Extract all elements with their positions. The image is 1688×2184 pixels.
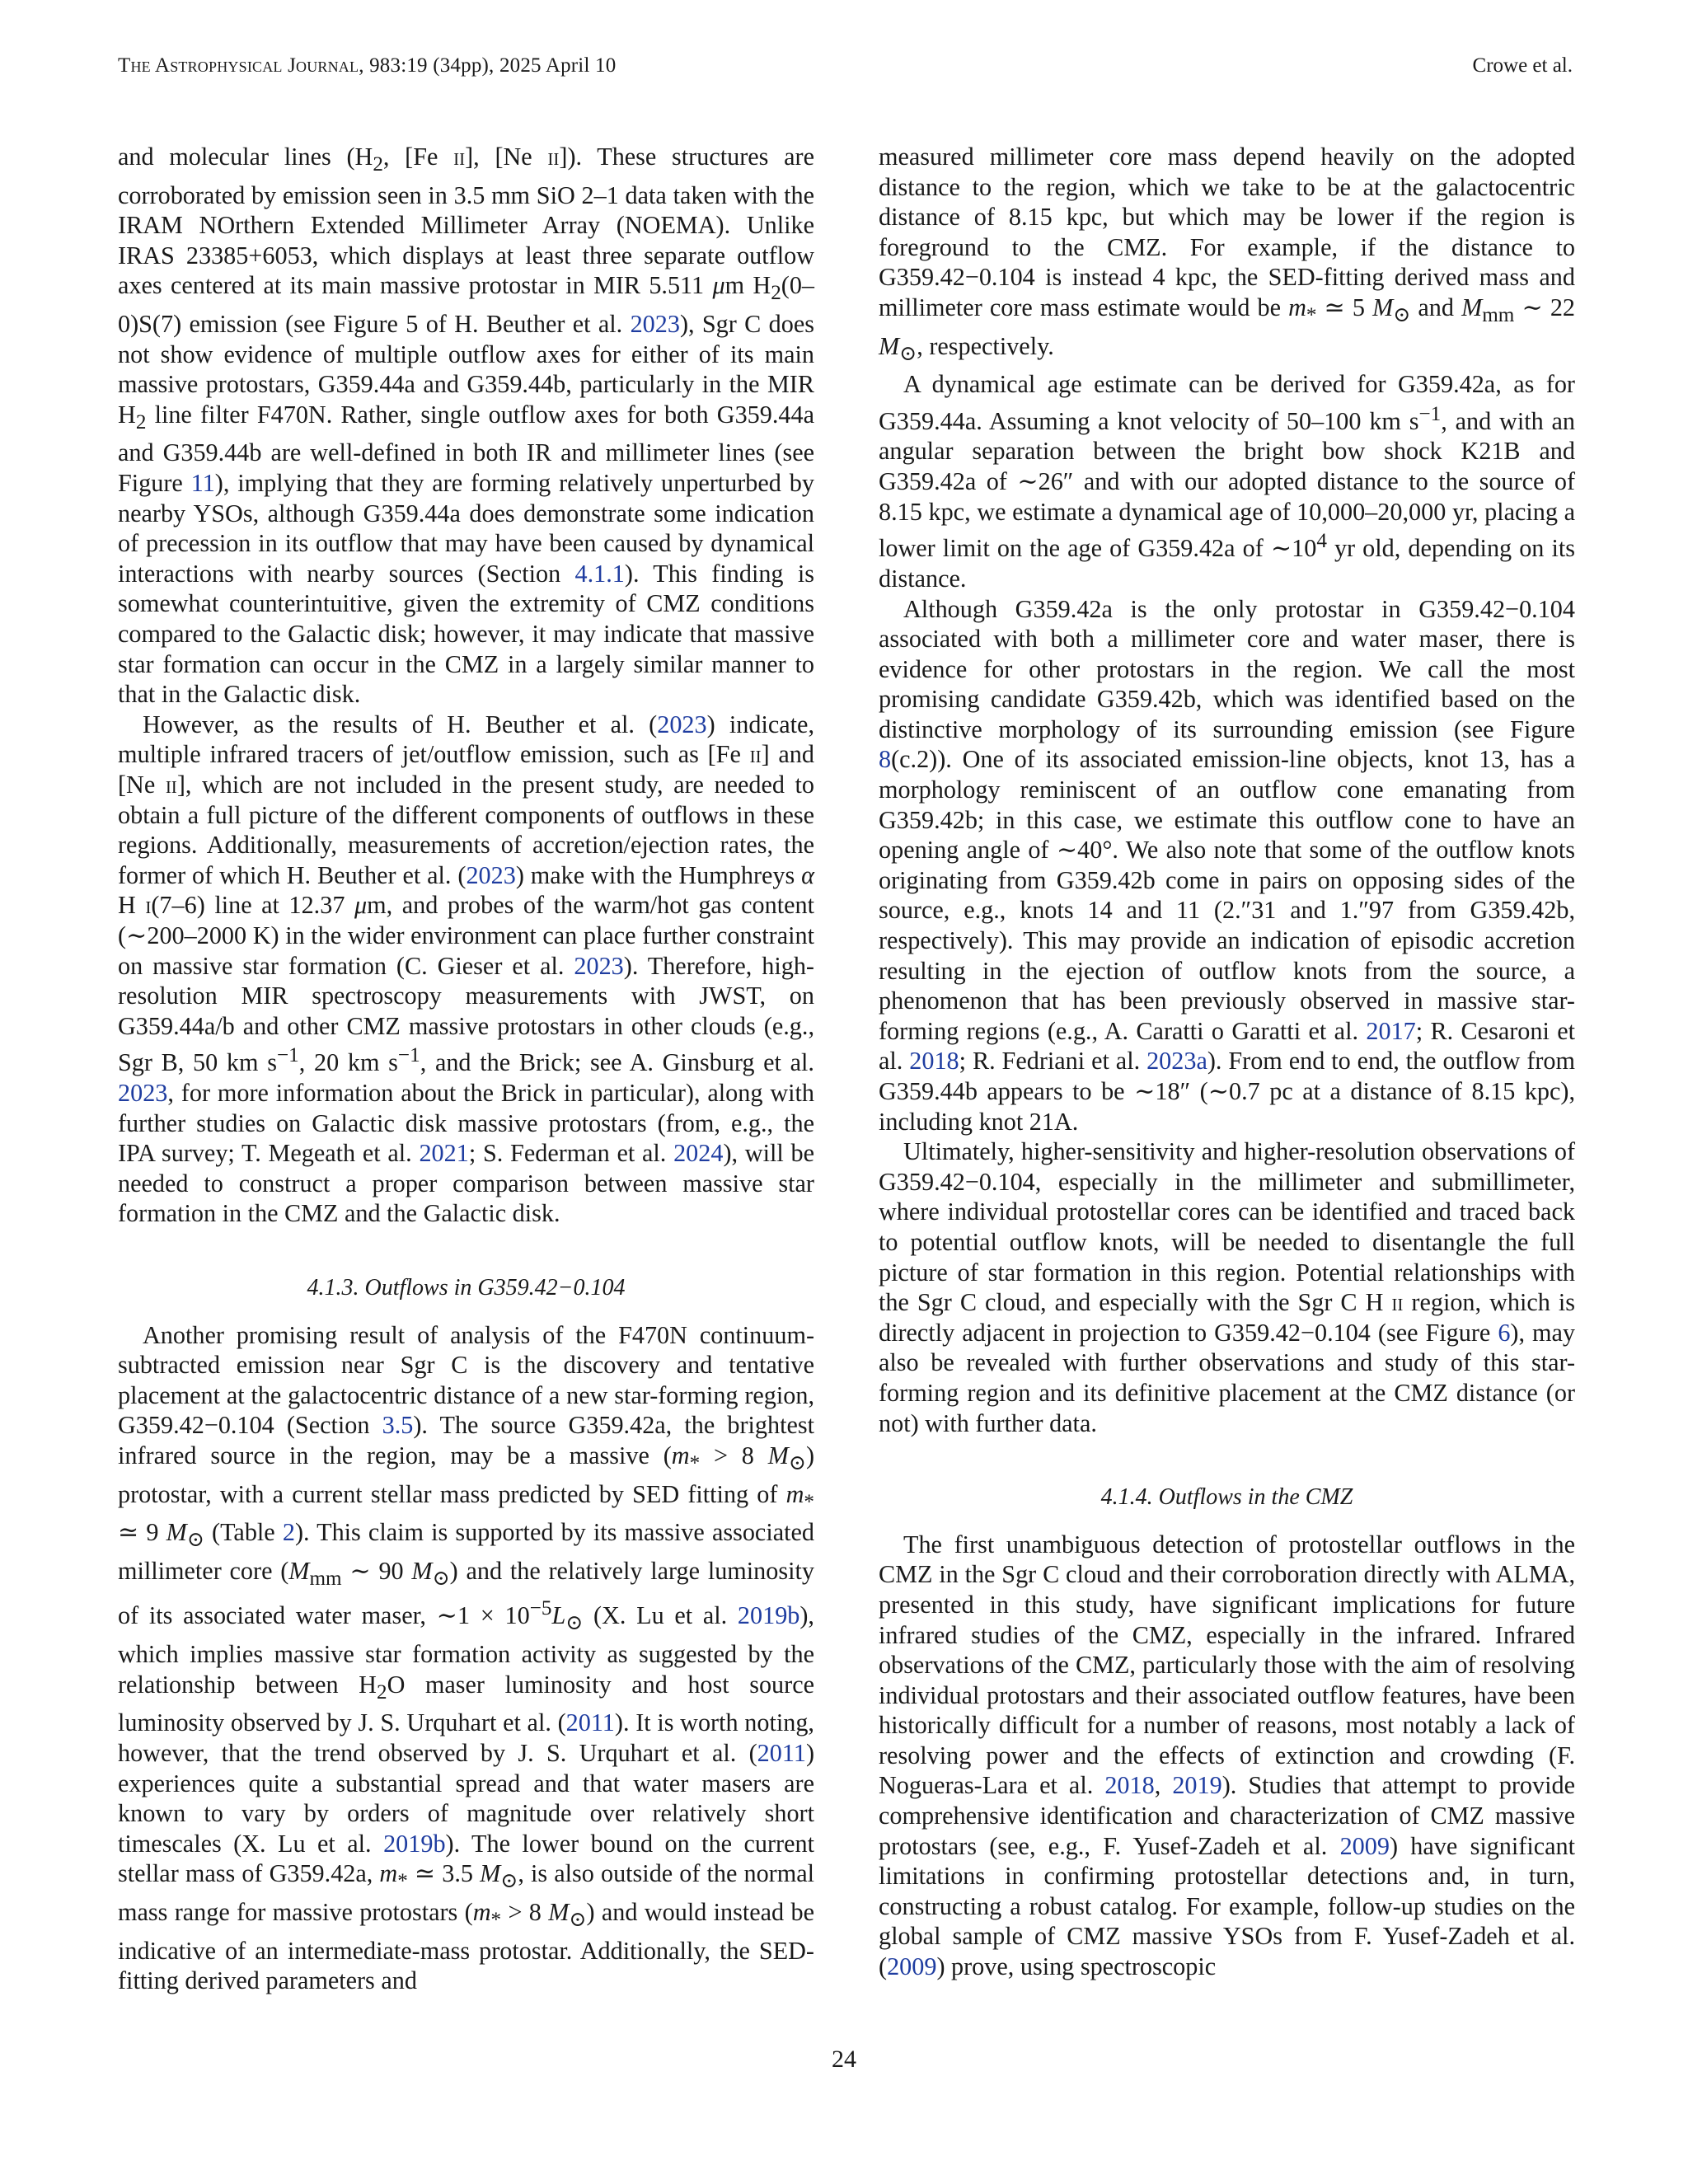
running-header-authors: Crowe et al. (1472, 54, 1573, 77)
right-column (879, 142, 1575, 1982)
paragraph-right-2: A dynamical age estimate can be derived for G359.42a, as for G359.44a. Assuming a knot velocity of 50–100 km $s^{-1}$, and with an angular separation between the bright bow shock K21B and G359.42a of ∼26″ and with our adopted distance to the source of 8.15 kpc, we estimate a dynamical age of 10,000–20,000 yr, placing a lower limit on the age of G359.42a of $\sim 10^4$ yr old, depending on its distance. (879, 370, 1575, 593)
paragraph-left-3: Another promising result of analysis of the F470N continuum-subtracted emission near Sgr C is the discovery and tentative placement at the galactocentric distance of a new star-forming region, G359.42−0.104 (Section 3.5). The source G359.42a, the brightest infrared source in the region, may be a massive ($m_* > 8$ $M_⊙$) protostar, with a current stellar mass predicted by SED fitting of $m_*$ ≃ 9 $M_⊙$ (Table 2). This claim is supported by its massive associated millimeter core ($M_{mm}$ ∼ 90 $M_⊙$) and the relatively large luminosity of its associated water maser, ∼1 × $10^{-5}L_⊙$ (X. Lu et al. 2019b), which implies massive star formation activity as suggested by the relationship between $H_2O$ maser luminosity and host source luminosity observed by J. S. Urquhart et al. (2011). It is worth noting, however, that the trend observed by J. S. Urquhart et al. (2011) experiences quite a substantial spread and that water masers are known to vary by orders of magnitude over relatively short timescales (X. Lu et al. 2019b). The lower bound on the current stellar mass of G359.42a, $m_*$ ≃ 3.5 $M_⊙$, is also outside of the normal mass range for massive protostars ($m_* > 8$ $M_⊙$) and would instead be indicative of an intermediate-mass protostar. Additionally, the SED-fitting derived parameters and (118, 1320, 815, 1995)
paragraph-left-1: and molecular lines ($H_2$, [Fe ii], [Ne ii]). These structures are corroborated by emission seen in 3.5 mm SiO 2–1 data taken with the IRAM NOrthern Extended Millimeter Array (NOEMA). Unlike IRAS 23385+6053, which displays at least three separate outflow axes centered at its main massive protostar in MIR 5.511 μm $H_2(0-0)S(7)$ emission (see Figure 5 of H. Beuther et al. 2023), Sgr C does not show evidence of multiple outflow axes for either of its main massive protostars, G359.44a and G359.44b, particularly in the MIR $H_2$ line filter F470N. Rather, single outflow axes for both G359.44a and G359.44b are well-defined in both IR and millimeter lines (see Figure 11), implying that they are forming relatively unperturbed by nearby YSOs, although G359.44a does demonstrate some indication of precession in its outflow that may have been caused by dynamical interactions with nearby sources (Section 4.1.1). This finding is somewhat counterintuitive, given the extremity of CMZ conditions compared to the Galactic disk; however, it may indicate that massive star formation can occur in the CMZ in a largely similar manner to that in the Galactic disk. (118, 143, 815, 709)
paragraph-right-1: measured millimeter core mass depend heavily on the adopted distance to the region, which we take to be at the galactocentric distance of 8.15 kpc, but which may be lower if the region is foreground to the CMZ. For example, if the distance to G359.42−0.104 is instead 4 kpc, the SED-fitting derived mass and millimeter core mass estimate would be $m_*$ ≃ 5 $M_⊙$ and $M_{mm}$ ∼ 22 $M_⊙$, respectively. (879, 143, 1576, 365)
running-header-journal (118, 54, 616, 77)
paragraph-left-2: However, as the results of H. Beuther et al. (2023) indicate, multiple infrared tracers of jet/outflow emission, such as [Fe ii] and [Ne ii], which are not included in the present study, are needed to obtain a full picture of the different components of outflows in these regions. Additionally, measurements of accretion/ejection rates, the former of which H. Beuther et al. (2023) make with the Humphreys α H i(7–6) line at 12.37 μm, and probes of the warm/hot gas content (∼200–2000 K) in the wider environment can place further constraint on massive star formation (C. Gieser et al. 2023). Therefore, high-resolution MIR spectroscopy measurements with JWST, on G359.44a/b and other CMZ massive protostars in other clouds (e.g., Sgr B, 50 km $s^{-1}$, 20 km $s^{-1}$, and the Brick; see A. Ginsburg et al. 2023, for more information about the Brick in particular), along with further studies on Galactic disk massive protostars (from, e.g., the IPA survey; T. Megeath et al. 2021; S. Federman et al. 2024), will be needed to construct a proper comparison between massive star formation in the CMZ and the Galactic disk. (118, 710, 814, 1228)
page-number: 24 (832, 2046, 856, 2073)
paragraph-right-5: The first unambiguous detection of protostellar outflows in the CMZ in the Sgr C cloud and their corroboration directly with ALMA, presented in this study, have significant implications for future infrared studies of the CMZ, especially in the infrared. Infrared observations of the CMZ, particularly those with the aim of resolving individual protostars and their associated outflow features, have been historically difficult for a number of reasons, most notably a lack of resolving power and the effects of extinction and crowding (F. Nogueras-Lara et al. 2018, 2019). Studies that attempt to provide comprehensive identification and characterization of CMZ massive protostars (see, e.g., F. Yusef-Zadeh et al. 2009) have significant limitations in confirming protostellar detections and, in turn, constructing a robust catalog. For example, follow-up studies on the global sample of CMZ massive YSOs from F. Yusef-Zadeh et al. (2009) prove, using spectroscopic (879, 1530, 1575, 1981)
paragraph-right-4: Ultimately, higher-sensitivity and higher-resolution observations of G359.42−0.104, especially in the millimeter and submillimeter, where individual protostellar cores can be identified and traced back to potential outflow knots, will be needed to disentangle the full picture of star formation in this region. Potential relationships with the Sgr C cloud, and especially with the Sgr C H ii region, which is directly adjacent in projection to G359.42−0.104 (see Figure 6), may also be revealed with further observations and study of this star-forming region and its definitive placement at the CMZ distance (or not) with further data. (879, 1137, 1575, 1437)
paragraph-right-3: Although G359.42a is the only protostar in G359.42−0.104 associated with both a millimeter core and water maser, there is evidence for other protostars in the region. We call the most promising candidate G359.42b, which was identified based on the distinctive morphology of its surrounding emission (see Figure 8(c.2)). One of its associated emission-line objects, knot 13, has a morphology reminiscent of an outflow cone emanating from G359.42b; in this case, we estimate this outflow cone to have an opening angle of ∼40°. We also note that some of the outflow knots originating from G359.42b come in pairs on opposing sides of the source, e.g., knots 14 and 11 (2.″31 and 1.″97 from G359.42b, respectively). This may provide an indication of episodic accretion resulting in the ejection of outflow knots from the source, a phenomenon that has been previously observed in massive star-forming regions (e.g., A. Caratti o Garatti et al. 2017; R. Cesaroni et al. 2018; R. Fedriani et al. 2023a). From end to end, the outflow from G359.44b appears to be ∼18″ (∼0.7 pc at a distance of 8.15 kpc), including knot 21A. (879, 594, 1575, 1136)
journal-name: The Astrophysical Journal (118, 54, 359, 77)
section-heading-4-1-4: 4.1.4. Outflows in the CMZ (1100, 1484, 1353, 1511)
journal-citation: , 983:19 (34pp), 2025 April 10 (359, 54, 617, 77)
left-column (118, 142, 814, 1996)
section-heading-4-1-3: 4.1.3. Outflows in G359.42−0.104 (307, 1274, 626, 1301)
